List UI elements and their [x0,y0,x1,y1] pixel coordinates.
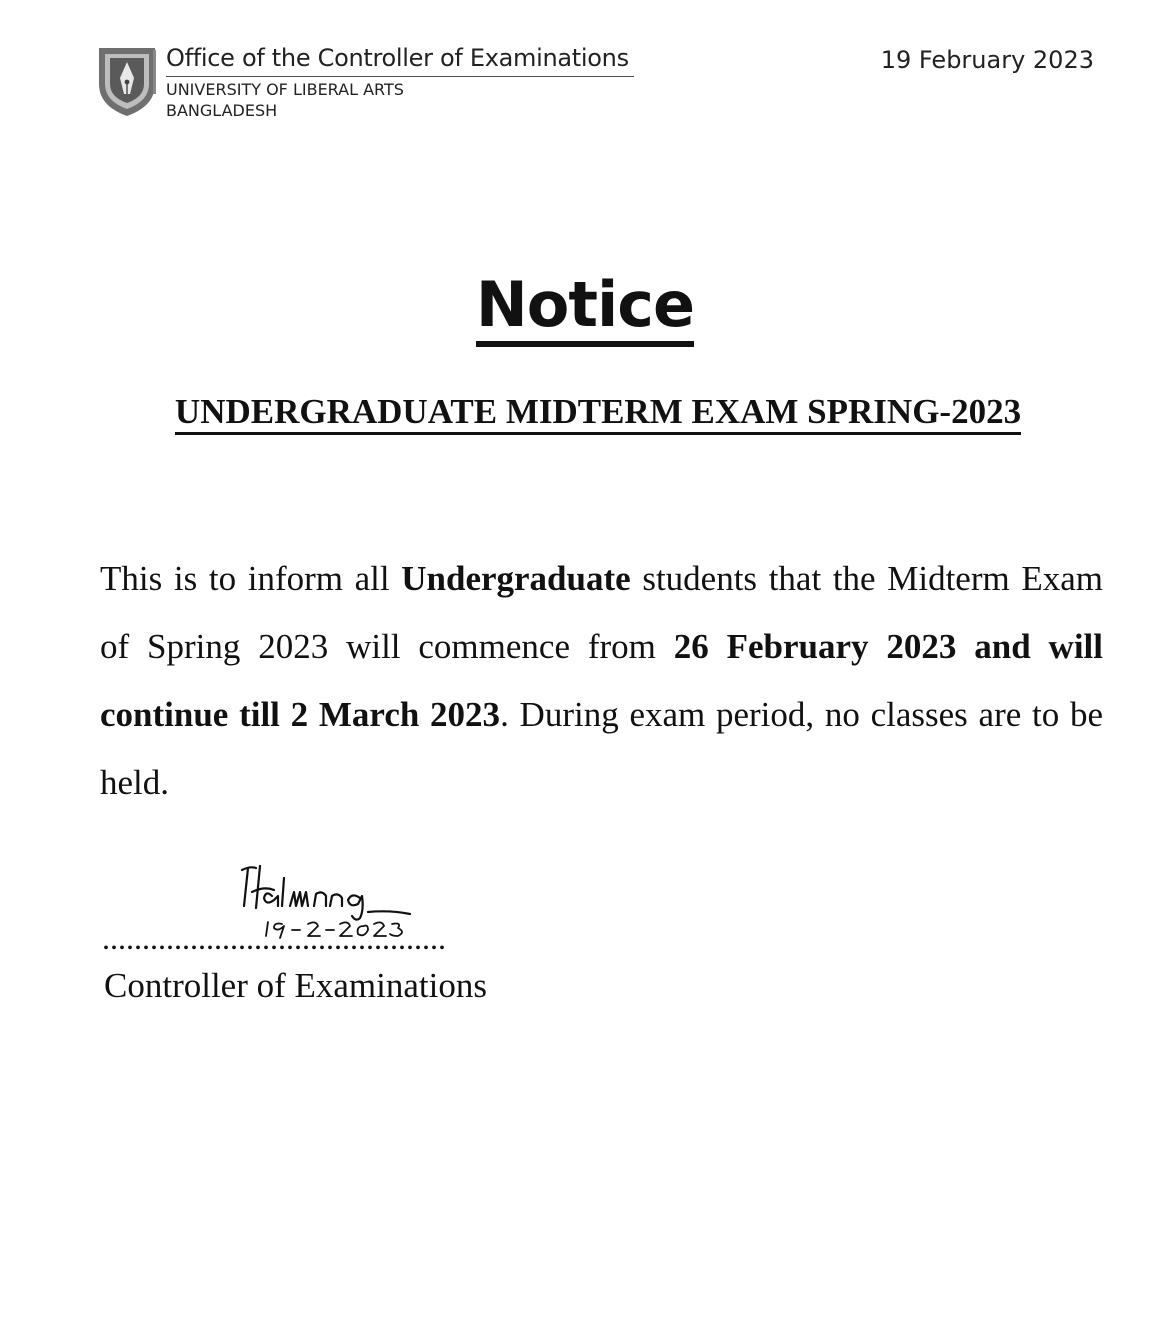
notice-title-text: Notice [476,268,694,347]
issue-date: 19 February 2023 [880,46,1094,74]
notice-title [0,268,1170,341]
signatory-title: Controller of Examinations [104,966,487,1005]
body-text-part3: . During exam period, no classes are to be held. [100,695,1103,802]
notice-body [100,545,1103,817]
letterhead [96,44,656,124]
office-name: Office of the Controller of Examinations [166,44,629,72]
body-bold-dates: 26 February 2023 and will continue till 2 March 2023 [100,627,1103,734]
signature-dotted-line: ........................................... [102,920,446,956]
body-text-part1: This is to inform all [100,559,402,598]
notice-subject [0,392,1170,432]
notice-subject-text: UNDERGRADUATE MIDTERM EXAM SPRING-2023 [175,392,1021,435]
office-rule [166,76,634,77]
university-name: UNIVERSITY OF LIBERAL ARTS [166,80,404,99]
university-crest-icon [96,44,158,118]
university-country: BANGLADESH [166,101,278,120]
body-bold-audience: Undergraduate [401,559,631,598]
body-text-part2: students that the Midterm Exam of Spring 2023 will commence from [100,559,1103,666]
